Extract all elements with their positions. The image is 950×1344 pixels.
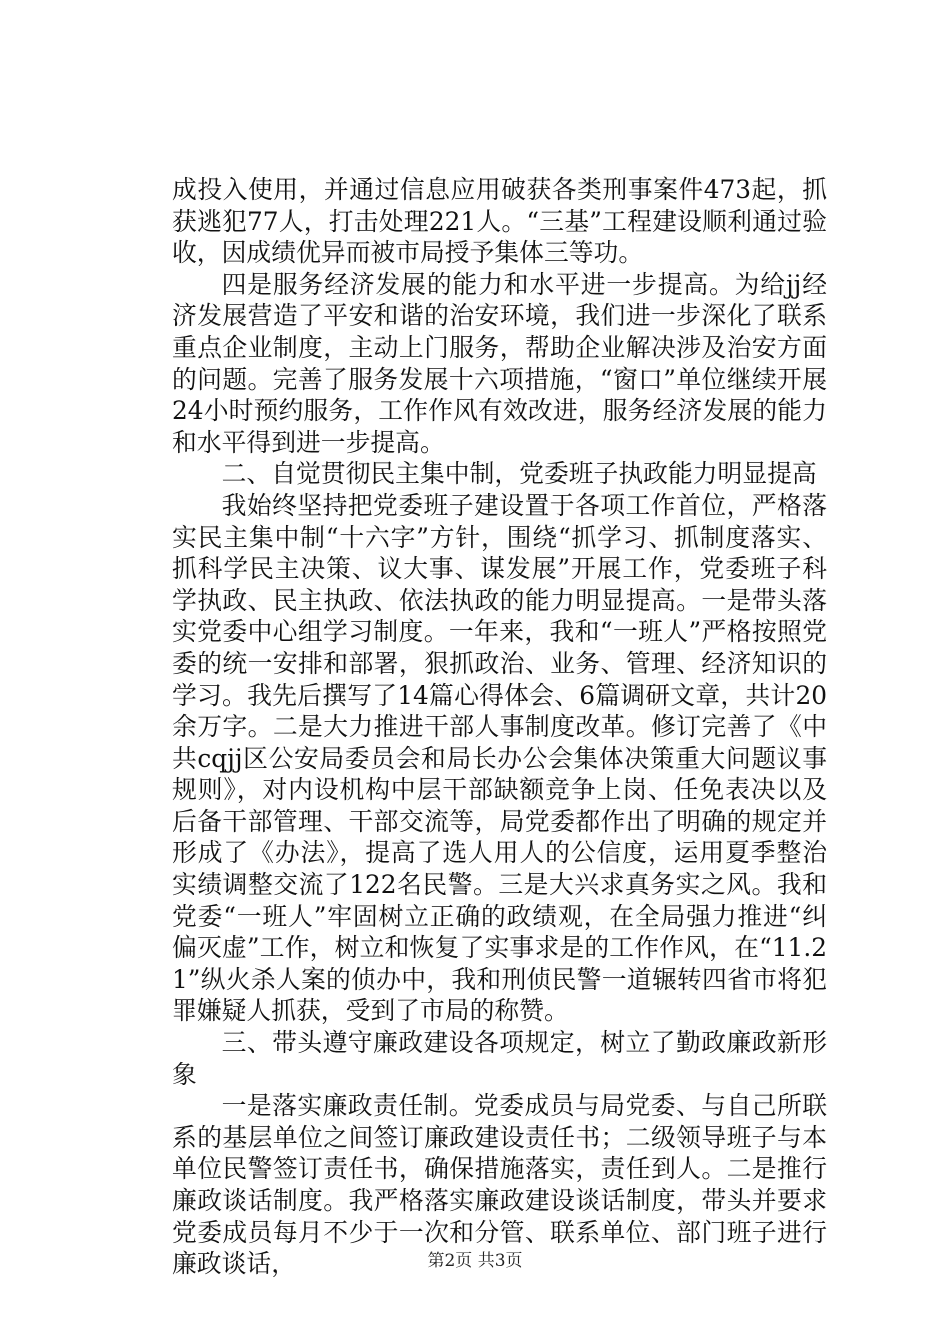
page-footer: 第2页 共3页	[427, 1251, 523, 1271]
paragraph-party-committee: 我始终坚持把党委班子建设置于各项工作首位，严格落实民主集中制“十六字”方针，围绕“抓学习、抓制度落实、抓科学民主决策、议大事、谋发展”开展工作，党委班子科学执政、民主执政、依法执政的能力明显提高。一是带头落实党委中心组学习制度。一年来，我和“一班人”严格按照党委的统一安排和部署，狠抓政治、业务、管理、经济知识的学习。我先后撰写了14篇心得体会、6篇调研文章，共计20余万字。二是大力推进干部人事制度改革。修订完善了《中共cqjj区公安局委员会和局长办公会集体决策重大问题议事规则》，对内设机构中层干部缺额竞争上岗、任免表决以及后备干部管理、干部交流等，局党委都作出了明确的规定并形成了《办法》，提高了选人用人的公信度，运用夏季整治实绩调整交流了122名民警。三是大兴求真务实之风。我和党委“一班人”牢固树立正确的政绩观，在全局强力推进“纠偏灭虚”工作，树立和恢复了实事求是的工作作风，在“11.21”纵火杀人案的侦办中，我和刑侦民警一道辗转四省市将犯罪嫌疑人抓获，受到了市局的称赞。	[172, 490, 827, 1026]
section-heading-3: 三、带头遵守廉政建设各项规定，树立了勤政廉政新形象	[172, 1028, 827, 1089]
section-heading-2: 二、自觉贯彻民主集中制，党委班子执政能力明显提高	[221, 459, 817, 489]
paragraph-service-economy: 四是服务经济发展的能力和水平进一步提高。为给jj经济发展营造了平安和谐的治安环境，我们进一步深化了联系重点企业制度，主动上门服务，帮助企业解决涉及治安方面的问题。完善了服务发展十六项措施，“窗口”单位继续开展24小时预约服务，工作作风有效改进，服务经济发展的能力和水平得到进一步提高。	[172, 269, 827, 457]
paragraph-continued: 成投入使用，并通过信息应用破获各类刑事案件473起，抓获逃犯77人，打击处理221人。“三基”工程建设顺利通过验收，因成绩优异而被市局授予集体三等功。	[172, 175, 827, 268]
paragraph-integrity: 一是落实廉政责任制。党委成员与局党委、与自己所联系的基层单位之间签订廉政建设责任书；二级领导班子与本单位民警签订责任书，确保措施落实，责任到人。二是推行廉政谈话制度。我严格落实廉政建设谈话制度，带头并要求党委成员每月不少于一次和分管、联系单位、部门班子进行廉政谈话，	[172, 1091, 827, 1279]
document-body	[172, 174, 827, 1280]
